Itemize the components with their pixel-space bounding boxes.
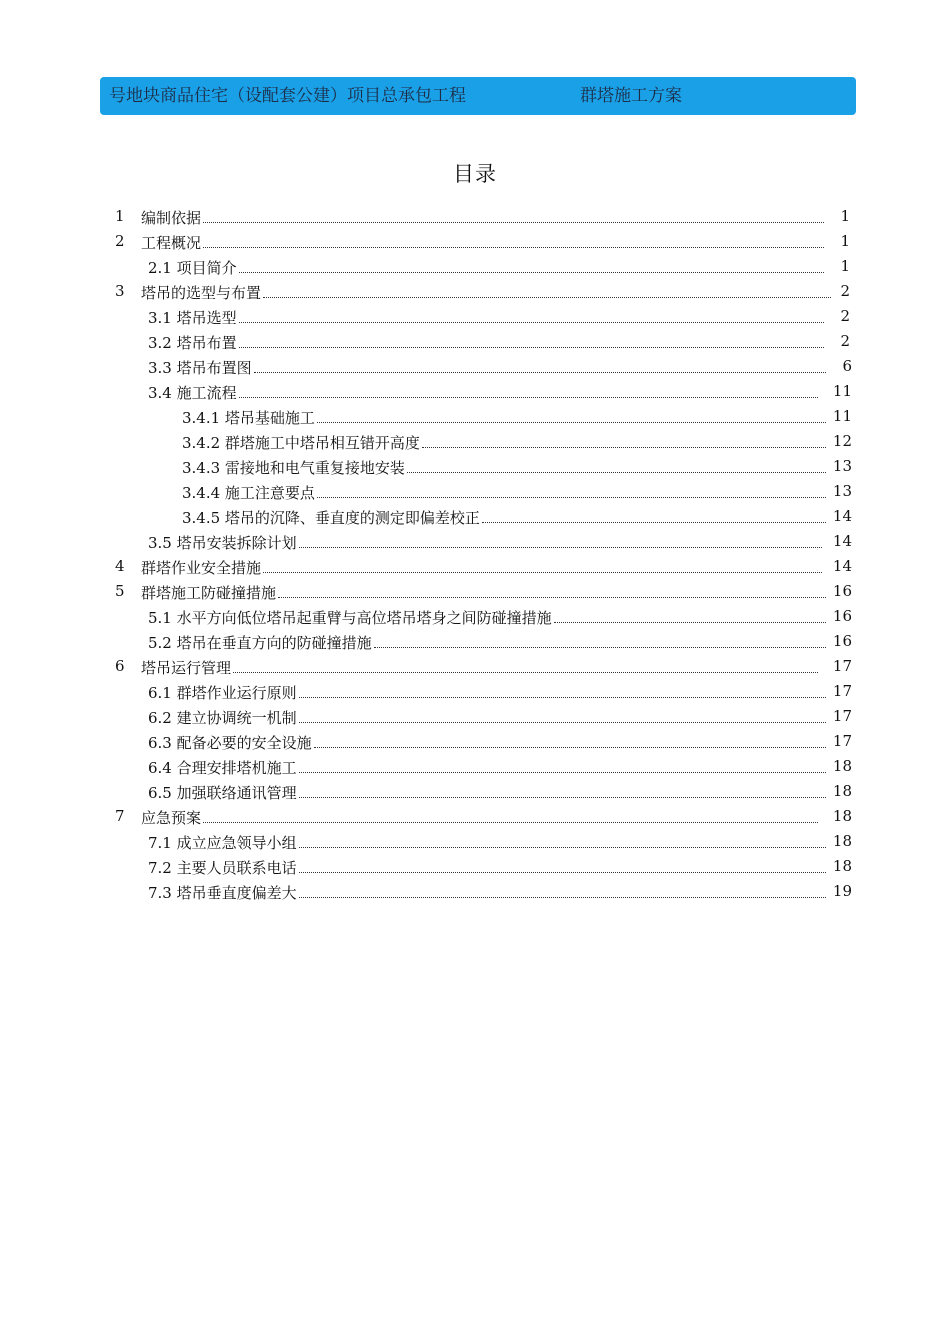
toc-entry-text: 7.3 塔吊垂直度偏差大 [148, 884, 297, 902]
toc-entry-page: 18 [832, 832, 852, 850]
toc-entry-page: 16 [832, 632, 852, 650]
toc-leader-dots [422, 446, 826, 448]
toc-entry[interactable] [0, 754, 852, 778]
toc-entry-text: 7.2 主要人员联系电话 [148, 859, 297, 877]
toc-leader-dots [239, 346, 824, 348]
toc-entry[interactable] [0, 854, 852, 878]
toc-entry-page: 14 [832, 507, 852, 525]
toc-entry-page: 17 [832, 682, 852, 700]
toc-entry-text: 3.2 塔吊布置 [148, 334, 237, 352]
toc-entry[interactable] [0, 429, 852, 453]
toc-entry-page: 13 [832, 482, 852, 500]
toc-entry-text: 3.4.2 群塔施工中塔吊相互错开高度 [182, 434, 420, 452]
toc-entry-page: 18 [832, 782, 852, 800]
header-project-title: 号地块商品住宅（设配套公建）项目总承包工程 [109, 86, 466, 106]
toc-leader-dots [299, 796, 826, 798]
toc-leader-dots [299, 846, 826, 848]
toc-entry-page: 16 [832, 607, 852, 625]
toc-entry[interactable] [0, 504, 852, 528]
toc-leader-dots [239, 321, 824, 323]
toc-entry-text: 5.2 塔吊在垂直方向的防碰撞措施 [148, 634, 372, 652]
toc-leader-dots [239, 396, 818, 398]
toc-entry[interactable] [0, 479, 852, 503]
toc-entry-page: 16 [832, 582, 852, 600]
toc-entry-page: 2 [840, 282, 850, 300]
toc-entry-text: 6.4 合理安排塔机施工 [148, 759, 297, 777]
toc-leader-dots [299, 696, 826, 698]
toc-entry-page: 17 [832, 657, 852, 675]
toc-leader-dots [317, 496, 826, 498]
toc-entry-page: 18 [832, 757, 852, 775]
toc-leader-dots [278, 596, 826, 598]
toc-entry-text: 3.5 塔吊安装拆除计划 [148, 534, 297, 552]
toc-leader-dots [263, 571, 822, 573]
toc-entry-number: 5 [115, 582, 125, 600]
toc-entry[interactable] [0, 654, 852, 678]
toc-entry[interactable] [0, 304, 850, 328]
toc-entry-text: 3.4.5 塔吊的沉降、垂直度的测定即偏差校正 [182, 509, 480, 527]
toc-entry-text: 塔吊运行管理 [141, 659, 232, 677]
toc-entry[interactable] [0, 554, 852, 578]
toc-leader-dots [239, 271, 824, 273]
toc-leader-dots [554, 621, 826, 623]
toc-entry-number: 7 [115, 807, 125, 825]
toc-leader-dots [263, 296, 831, 298]
toc-leader-dots [203, 246, 824, 248]
toc-leader-dots [299, 546, 822, 548]
toc-entry-text: 3.3 塔吊布置图 [148, 359, 252, 377]
toc-leader-dots [482, 521, 826, 523]
toc-entry[interactable] [0, 879, 852, 903]
toc-entry[interactable] [0, 604, 852, 628]
toc-entry-number: 3 [115, 282, 125, 300]
toc-entry-page: 2 [840, 307, 850, 325]
toc-entry-text: 群塔作业安全措施 [141, 559, 262, 577]
toc-entry-text: 6.2 建立协调统一机制 [148, 709, 297, 727]
toc-leader-dots [374, 646, 826, 648]
toc-entry-number: 4 [115, 557, 125, 575]
toc-entry[interactable] [0, 279, 850, 303]
toc-entry-text: 工程概况 [141, 234, 202, 252]
header-document-title: 群塔施工方案 [580, 86, 682, 106]
toc-entry-page: 13 [832, 457, 852, 475]
toc-entry-page: 12 [832, 432, 852, 450]
toc-entry-text: 3.4.4 施工注意要点 [182, 484, 315, 502]
toc-entry-number: 2 [115, 232, 125, 250]
toc-leader-dots [203, 821, 818, 823]
toc-leader-dots [407, 471, 826, 473]
toc-entry-page: 11 [832, 407, 852, 425]
toc-entry-text: 3.1 塔吊选型 [148, 309, 237, 327]
toc-entry[interactable] [0, 804, 852, 828]
toc-entry[interactable] [0, 729, 852, 753]
toc-leader-dots [203, 221, 824, 223]
toc-entry[interactable] [0, 379, 852, 403]
toc-entry[interactable] [0, 329, 850, 353]
toc-entry-page: 2 [840, 332, 850, 350]
toc-leader-dots [299, 771, 826, 773]
toc-leader-dots [233, 671, 818, 673]
toc-entry-text: 5.1 水平方向低位塔吊起重臂与高位塔吊塔身之间防碰撞措施 [148, 609, 552, 627]
toc-entry-text: 6.3 配备必要的安全设施 [148, 734, 312, 752]
toc-entry[interactable] [0, 404, 852, 428]
toc-entry-text: 6.5 加强联络通讯管理 [148, 784, 297, 802]
toc-entry[interactable] [0, 829, 852, 853]
toc-entry-page: 1 [840, 207, 850, 225]
toc-entry-text: 群塔施工防碰撞措施 [141, 584, 277, 602]
toc-leader-dots [314, 746, 826, 748]
toc-entry-text: 编制依据 [141, 209, 202, 227]
toc-entry-number: 1 [115, 207, 125, 225]
toc-entry[interactable] [0, 704, 852, 728]
toc-entry[interactable] [0, 454, 852, 478]
toc-title: 目录 [453, 162, 497, 186]
toc-leader-dots [317, 421, 826, 423]
toc-leader-dots [299, 721, 826, 723]
toc-entry-page: 19 [832, 882, 852, 900]
running-header [100, 77, 856, 115]
toc-entry-text: 3.4.3 雷接地和电气重复接地安装 [182, 459, 405, 477]
toc-leader-dots [299, 896, 826, 898]
toc-entry-page: 18 [832, 857, 852, 875]
toc-entry-page: 17 [832, 732, 852, 750]
toc-entry-text: 7.1 成立应急领导小组 [148, 834, 297, 852]
toc-entry-text: 塔吊的选型与布置 [141, 284, 262, 302]
toc-entry[interactable] [0, 354, 852, 378]
toc-entry[interactable] [0, 229, 850, 253]
toc-entry-page: 1 [840, 232, 850, 250]
toc-entry-text: 3.4 施工流程 [148, 384, 237, 402]
toc-entry-page: 18 [832, 807, 852, 825]
toc-entry[interactable] [0, 779, 852, 803]
toc-entry[interactable] [0, 679, 852, 703]
toc-leader-dots [299, 871, 826, 873]
toc-entry-text: 3.4.1 塔吊基础施工 [182, 409, 315, 427]
toc-entry-page: 14 [832, 557, 852, 575]
toc-entry-page: 14 [832, 532, 852, 550]
toc-entry-text: 应急预案 [141, 809, 202, 827]
toc-entry[interactable] [0, 579, 852, 603]
toc-entry-text: 2.1 项目简介 [148, 259, 237, 277]
toc-entry-number: 6 [115, 657, 125, 675]
toc-leader-dots [254, 371, 826, 373]
toc-entry-page: 17 [832, 707, 852, 725]
toc-entry-page: 1 [840, 257, 850, 275]
toc-entry[interactable] [0, 254, 850, 278]
toc-entry[interactable] [0, 529, 852, 553]
toc-entry-page: 6 [842, 357, 852, 375]
toc-entry-page: 11 [832, 382, 852, 400]
toc-entry[interactable] [0, 204, 850, 228]
toc-entry-text: 6.1 群塔作业运行原则 [148, 684, 297, 702]
toc-entry[interactable] [0, 629, 852, 653]
